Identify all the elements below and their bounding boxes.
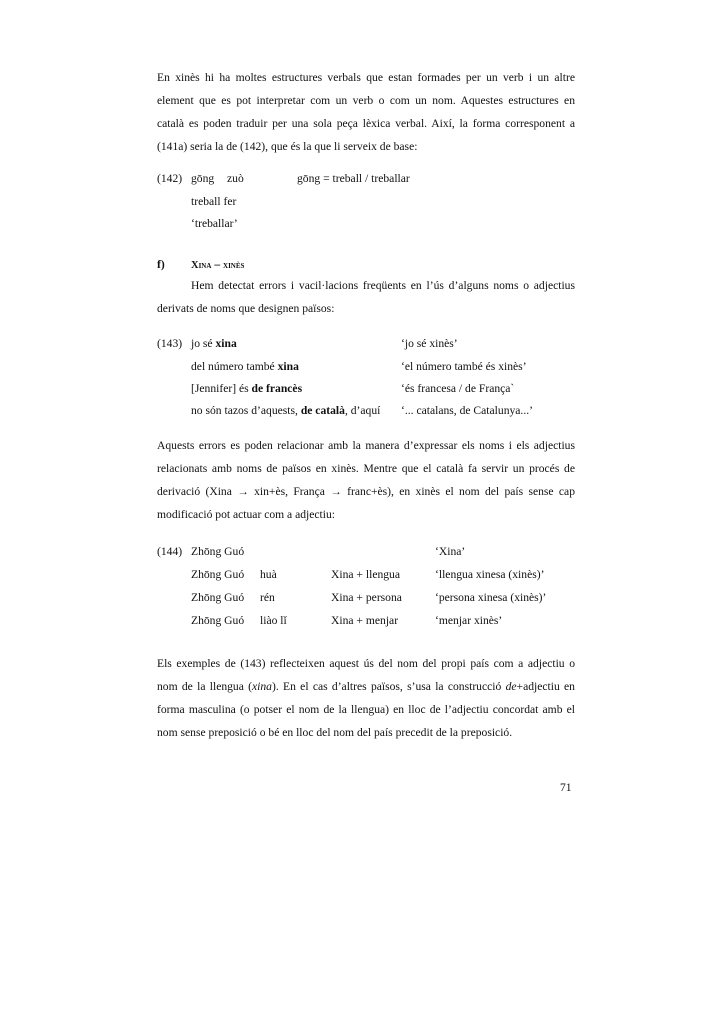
example-number: (144) — [157, 545, 183, 558]
example-word: gōng — [191, 172, 215, 185]
example-cell: Xina + menjar — [331, 614, 399, 627]
text-line: derivació (Xina → xin+ès, França → franc+ès), en xinès el nom del país sense cap — [157, 485, 575, 498]
example-translation: ‘és francesa / de França` — [401, 382, 515, 395]
text-line: forma masculina (o potser el nom de la llengua) en lloc de l’adjectiu concordat amb el — [157, 703, 575, 716]
paragraph-errors — [157, 274, 575, 320]
example-phrase: del número també xina — [191, 360, 299, 373]
example-gloss-line: treball fer — [191, 195, 237, 208]
example-cell: huà — [260, 568, 277, 581]
example-translation: ‘persona xinesa (xinès)’ — [435, 591, 547, 604]
text-line: nom de la llengua (xina). En el cas d’altres països, s’usa la construcció de+adjectiu en — [157, 680, 575, 693]
section-letter: f) — [157, 258, 165, 271]
example-cell: Zhōng Guó — [191, 591, 245, 604]
example-translation: ‘llengua xinesa (xinès)’ — [435, 568, 545, 581]
example-cell: Xina + llengua — [331, 568, 400, 581]
section-title: Xina – xinès — [191, 258, 245, 271]
example-cell: Xina + persona — [331, 591, 402, 604]
paragraph-derivation — [157, 434, 575, 526]
example-translation: ‘treballar’ — [191, 217, 238, 230]
text-line: (141a) seria la de (142), que és la que li serveix de base: — [157, 140, 418, 153]
text-line: En xinès hi ha moltes estructures verbals que estan formades per un verb i un altre — [157, 71, 575, 84]
text-line: català es poden traduir per una sola peça lèxica verbal. Així, la forma corresponent a — [157, 117, 575, 130]
text-line: Hem detectat errors i vacil·lacions freqüents en l’ús d’alguns noms o adjectius — [191, 279, 575, 292]
text-line: derivats de noms que designen països: — [157, 302, 335, 315]
example-cell: rén — [260, 591, 275, 604]
example-phrase: no són tazos d’aquests, de català, d’aquí — [191, 404, 381, 417]
text-line: relacionats amb noms de països en xinès. Mentre que el català fa servir un procés de — [157, 462, 575, 475]
example-translation: ‘jo sé xinès’ — [401, 337, 458, 350]
example-cell: Zhōng Guó — [191, 568, 245, 581]
page-number: 71 — [560, 781, 572, 794]
example-cell: liào lǐ — [260, 614, 287, 627]
paragraph-conclusion — [157, 652, 575, 744]
example-word: zuò — [227, 172, 244, 185]
example-cell: Zhōng Guó — [191, 614, 245, 627]
example-number: (142) — [157, 172, 183, 185]
example-gloss: gōng = treball / treballar — [297, 172, 410, 185]
example-translation: ‘... catalans, de Catalunya...’ — [401, 404, 533, 417]
example-translation: ‘el número també és xinès’ — [401, 360, 527, 373]
example-translation: ‘menjar xinès’ — [435, 614, 503, 627]
text-line: modificació pot actuar com a adjectiu: — [157, 508, 336, 521]
text-line: Els exemples de (143) reflecteixen aquest ús del nom del propi país com a adjectiu o — [157, 657, 575, 670]
example-cell: Zhōng Guó — [191, 545, 245, 558]
example-phrase: [Jennifer] és de francès — [191, 382, 303, 395]
text-line: nom sense preposició o bé en lloc del nom del país precedit de la preposició. — [157, 726, 513, 739]
example-phrase: jo sé xina — [191, 337, 237, 350]
text-line: Aquests errors es poden relacionar amb la manera d’expressar els noms i els adjectius — [157, 439, 575, 452]
example-translation: ‘Xina’ — [435, 545, 466, 558]
text-line: element que es pot interpretar com un verb o com un nom. Aquestes estructures en — [157, 94, 575, 107]
example-number: (143) — [157, 337, 183, 350]
paragraph-intro — [157, 66, 575, 158]
